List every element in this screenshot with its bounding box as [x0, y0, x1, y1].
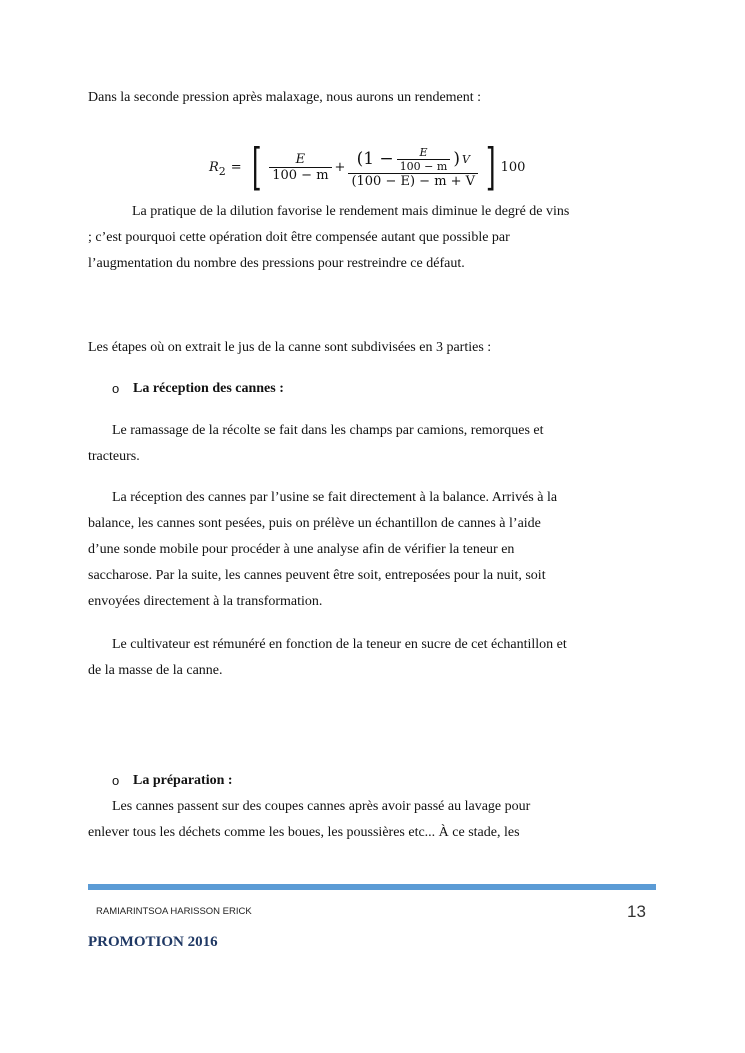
section-title-reception: La réception des cannes : [133, 381, 284, 396]
footer-divider [88, 884, 656, 890]
dilution-line: ; c’est pourquoi cette opération doit être compensée autant que possible par [88, 230, 510, 245]
f2-open: (1 − [356, 149, 394, 169]
f1-denominator: 100 − m [269, 167, 331, 183]
steps-intro: Les étapes où on extrait le jus de la canne sont subdivisées en 3 parties : [88, 340, 492, 355]
f2-numerator [354, 146, 473, 173]
section-title-preparation: La préparation : [133, 773, 233, 788]
formula-factor: 100 [500, 159, 526, 175]
f2-denominator: (100 − E) − m + V [348, 173, 478, 189]
right-bracket: ] [485, 138, 496, 196]
paragraph-line: de la masse de la canne. [88, 663, 223, 678]
dilution-line: l’augmentation du nombre des pressions pour restreindre ce défaut. [88, 256, 465, 271]
paragraph-line: saccharose. Par la suite, les cannes peuvent être soit, entreposées pour la nuit, soit [88, 568, 546, 583]
footer-promotion: PROMOTION 2016 [88, 934, 218, 950]
formula-lhs-sub: 2 [218, 164, 226, 178]
footer-author: RAMIARINTSOA HARISSON ERICK [96, 906, 252, 917]
bullet-icon: o [112, 773, 120, 788]
paragraph-line: Le ramassage de la récolte se fait dans les champs par camions, remorques et [112, 423, 544, 438]
left-bracket: [ [251, 138, 262, 196]
paragraph-line: envoyées directement à la transformation. [88, 594, 323, 609]
yield-formula [209, 138, 525, 196]
dilution-line: La pratique de la dilution favorise le rendement mais diminue le degré de vins [132, 204, 570, 219]
formula-eq: = [230, 159, 242, 175]
formula-lhs: R [209, 159, 219, 175]
paragraph-line: Les cannes passent sur des coupes cannes après avoir passé au lavage pour [112, 799, 531, 814]
bullet-icon: o [112, 381, 120, 396]
f2-v: V [461, 152, 470, 166]
paragraph-line: d’une sonde mobile pour procéder à une analyse afin de vérifier la teneur en [88, 542, 515, 557]
fraction-2 [348, 146, 478, 189]
page-number: 13 [627, 902, 646, 921]
inner-numerator: E [419, 145, 428, 159]
intro-text: Dans la seconde pression après malaxage, nous aurons un rendement : [88, 90, 482, 105]
paragraph-line: Le cultivateur est rémunéré en fonction de la teneur en sucre de cet échantillon et [112, 637, 567, 652]
formula-plus: + [334, 159, 346, 175]
paragraph-line: tracteurs. [88, 449, 140, 464]
paragraph-line: enlever tous les déchets comme les boues, les poussières etc... À ce stade, les [88, 825, 520, 840]
f2-close: ) [453, 149, 460, 169]
paragraph-line: La réception des cannes par l’usine se fait directement à la balance. Arrivés à la [112, 490, 558, 505]
fraction-1 [269, 152, 331, 183]
inner-denominator: 100 − m [397, 159, 451, 173]
inner-fraction [397, 146, 451, 173]
paragraph-line: balance, les cannes sont pesées, puis on prélève un échantillon de cannes à l’aide [88, 516, 541, 531]
f1-numerator: E [295, 151, 306, 167]
